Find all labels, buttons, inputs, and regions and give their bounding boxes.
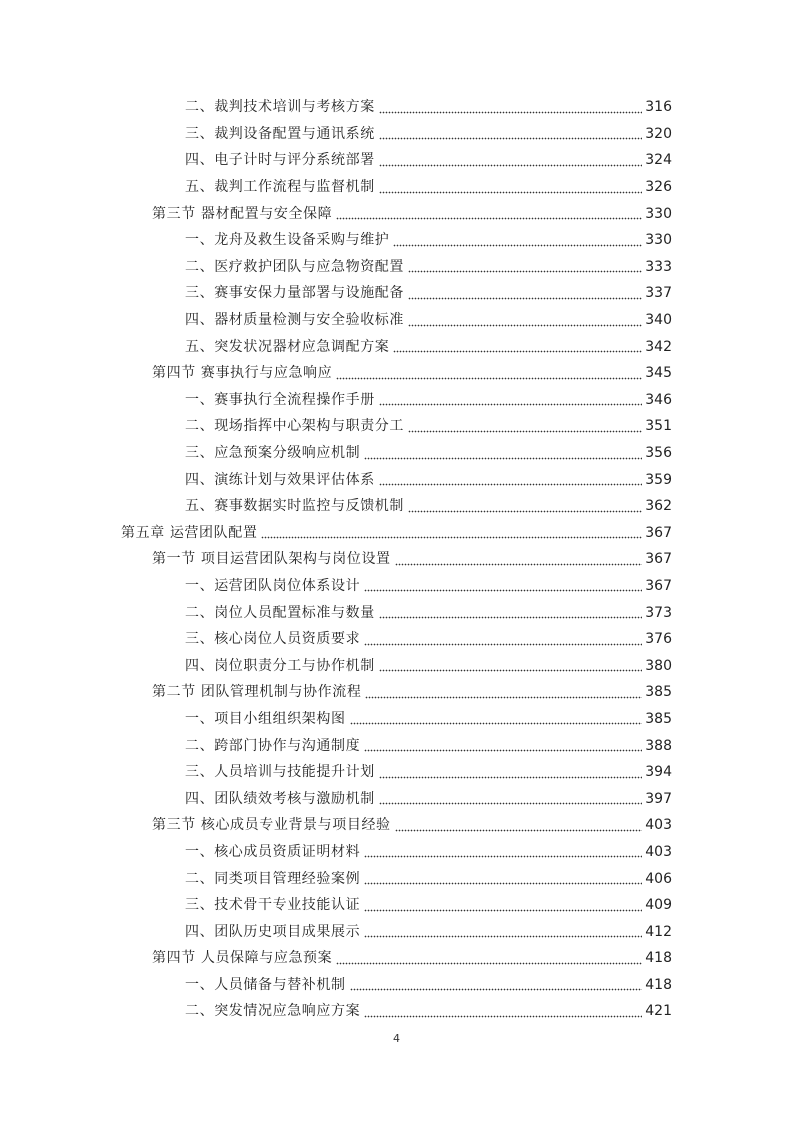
toc-entry-page: 406 — [645, 870, 672, 887]
dot-leader — [395, 828, 643, 832]
toc-entry-title: 一、核心成员资质证明材料 — [185, 843, 361, 860]
dot-leader — [364, 642, 642, 646]
toc-entry[interactable] — [0, 254, 793, 281]
dot-leader — [364, 855, 642, 859]
toc-entry-page: 394 — [645, 764, 672, 781]
dot-leader — [379, 669, 642, 673]
dot-leader — [379, 775, 642, 779]
toc-entry-page: 418 — [645, 976, 672, 993]
toc-entry[interactable] — [0, 972, 793, 999]
toc-entry-page: 346 — [645, 391, 672, 408]
toc-entry-page: 367 — [645, 524, 672, 541]
toc-entry[interactable] — [0, 280, 793, 307]
toc-entry[interactable] — [0, 413, 793, 440]
toc-entry[interactable] — [0, 599, 793, 626]
toc-entry-title: 三、应急预案分级响应机制 — [185, 445, 361, 462]
toc-entry-title: 三、裁判设备配置与通讯系统 — [185, 125, 375, 142]
toc-entry-title: 一、运营团队岗位体系设计 — [185, 577, 361, 594]
toc-entry[interactable] — [0, 387, 793, 414]
toc-entry-page: 359 — [645, 471, 672, 488]
toc-entry-page: 409 — [645, 897, 672, 914]
toc-entry-page: 373 — [645, 604, 672, 621]
dot-leader — [336, 217, 642, 221]
toc-entry[interactable] — [0, 121, 793, 148]
toc-entry-page: 337 — [645, 285, 672, 302]
dot-leader — [393, 243, 642, 247]
toc-entry-page: 403 — [645, 817, 672, 834]
dot-leader — [364, 935, 642, 939]
toc-entry-title: 四、岗位职责分工与协作机制 — [185, 657, 375, 674]
toc-entry[interactable] — [0, 812, 793, 839]
toc-entry-page: 320 — [645, 125, 672, 142]
toc-entry-page: 362 — [645, 498, 672, 515]
dot-leader — [379, 190, 642, 194]
toc-entry-title: 第三节 器材配置与安全保障 — [152, 205, 333, 222]
toc-entry-page: 330 — [645, 232, 672, 249]
toc-entry-title: 三、人员培训与技能提升计划 — [185, 764, 375, 781]
dot-leader — [364, 908, 642, 912]
dot-leader — [364, 882, 642, 886]
toc-entry[interactable] — [0, 945, 793, 972]
toc-entry[interactable] — [0, 998, 793, 1025]
dot-leader — [379, 403, 642, 407]
dot-leader — [379, 483, 642, 487]
toc-entry[interactable] — [0, 679, 793, 706]
toc-entry-page: 326 — [645, 179, 672, 196]
toc-entry[interactable] — [0, 892, 793, 919]
dot-leader — [336, 376, 642, 380]
toc-entry-title: 三、核心岗位人员资质要求 — [185, 631, 361, 648]
toc-entry[interactable] — [0, 174, 793, 201]
toc-entry-page: 397 — [645, 790, 672, 807]
toc-entry-title: 一、龙舟及救生设备采购与维护 — [185, 232, 390, 249]
toc-entry-page: 388 — [645, 737, 672, 754]
toc-entry[interactable] — [0, 440, 793, 467]
toc-entry[interactable] — [0, 918, 793, 945]
toc-entry-title: 第一节 项目运营团队架构与岗位设置 — [152, 551, 391, 568]
toc-entry-title: 第三节 核心成员专业背景与项目经验 — [152, 817, 391, 834]
toc-entry[interactable] — [0, 493, 793, 520]
dot-leader — [364, 589, 642, 593]
toc-entry-title: 二、同类项目管理经验案例 — [185, 870, 361, 887]
dot-leader — [350, 988, 643, 992]
page-number: 4 — [393, 1032, 400, 1045]
toc-entry-title: 五、突发状况器材应急调配方案 — [185, 338, 390, 355]
toc-entry-page: 418 — [645, 950, 672, 967]
toc-entry[interactable] — [0, 520, 793, 547]
toc-entry[interactable] — [0, 706, 793, 733]
toc-entry-title: 三、赛事安保力量部署与设施配备 — [185, 285, 404, 302]
toc-entry-title: 一、项目小组组织架构图 — [185, 710, 346, 727]
toc-entry[interactable] — [0, 785, 793, 812]
toc-entry-title: 二、突发情况应急响应方案 — [185, 1003, 361, 1020]
dot-leader — [395, 562, 643, 566]
dot-leader — [379, 137, 642, 141]
toc-entry[interactable] — [0, 200, 793, 227]
toc-entry-title: 四、团队历史项目成果展示 — [185, 923, 361, 940]
toc-entry-page: 367 — [645, 577, 672, 594]
dot-leader — [261, 536, 642, 540]
dot-leader — [336, 961, 642, 965]
toc-entry-page: 385 — [645, 684, 672, 701]
toc-entry[interactable] — [0, 307, 793, 334]
dot-leader — [408, 323, 642, 327]
dot-leader — [408, 270, 642, 274]
toc-entry-title: 一、人员储备与替补机制 — [185, 976, 346, 993]
dot-leader — [364, 456, 642, 460]
toc-entry[interactable] — [0, 147, 793, 174]
dot-leader — [408, 296, 642, 300]
dot-leader — [364, 749, 642, 753]
toc-entry[interactable] — [0, 652, 793, 679]
toc-entry-page: 342 — [645, 338, 672, 355]
dot-leader — [379, 163, 642, 167]
dot-leader — [350, 722, 643, 726]
toc-entry-title: 二、裁判技术培训与考核方案 — [185, 99, 375, 116]
toc-entry-page: 324 — [645, 152, 672, 169]
toc-entry[interactable] — [0, 360, 793, 387]
toc-entry[interactable] — [0, 759, 793, 786]
dot-leader — [408, 429, 642, 433]
table-of-contents — [0, 94, 793, 1025]
toc-entry-title: 二、医疗救护团队与应急物资配置 — [185, 258, 404, 275]
dot-leader — [364, 1014, 642, 1018]
toc-entry-title: 五、裁判工作流程与监督机制 — [185, 179, 375, 196]
dot-leader — [365, 695, 642, 699]
toc-entry[interactable] — [0, 546, 793, 573]
toc-entry[interactable] — [0, 227, 793, 254]
toc-entry-title: 二、岗位人员配置标准与数量 — [185, 604, 375, 621]
toc-entry-page: 376 — [645, 631, 672, 648]
toc-entry-page: 421 — [645, 1003, 672, 1020]
toc-entry-title: 第二节 团队管理机制与协作流程 — [152, 684, 362, 701]
toc-entry-page: 330 — [645, 205, 672, 222]
toc-entry-title: 二、现场指挥中心架构与职责分工 — [185, 418, 404, 435]
toc-entry[interactable] — [0, 732, 793, 759]
toc-entry-title: 三、技术骨干专业技能认证 — [185, 897, 361, 914]
dot-leader — [379, 802, 642, 806]
dot-leader — [393, 350, 642, 354]
toc-entry-title: 四、演练计划与效果评估体系 — [185, 471, 375, 488]
toc-entry-page: 351 — [645, 418, 672, 435]
toc-entry[interactable] — [0, 333, 793, 360]
toc-entry[interactable] — [0, 573, 793, 600]
toc-entry-title: 二、跨部门协作与沟通制度 — [185, 737, 361, 754]
toc-entry[interactable] — [0, 626, 793, 653]
toc-entry-page: 340 — [645, 312, 672, 329]
dot-leader — [379, 110, 642, 114]
toc-entry-title: 第四节 赛事执行与应急响应 — [152, 365, 333, 382]
toc-entry-page: 333 — [645, 258, 672, 275]
toc-entry-title: 一、赛事执行全流程操作手册 — [185, 391, 375, 408]
toc-entry-page: 380 — [645, 657, 672, 674]
toc-entry-title: 四、团队绩效考核与激励机制 — [185, 790, 375, 807]
toc-entry-page: 356 — [645, 445, 672, 462]
toc-entry[interactable] — [0, 839, 793, 866]
toc-entry-title: 五、赛事数据实时监控与反馈机制 — [185, 498, 404, 515]
toc-entry-title: 四、器材质量检测与安全验收标准 — [185, 312, 404, 329]
dot-leader — [379, 616, 642, 620]
toc-entry[interactable] — [0, 94, 793, 121]
toc-entry[interactable] — [0, 466, 793, 493]
toc-entry-title: 第五章 运营团队配置 — [121, 524, 258, 541]
toc-entry-page: 367 — [645, 551, 672, 568]
toc-entry-page: 345 — [645, 365, 672, 382]
toc-entry-page: 385 — [645, 710, 672, 727]
toc-entry-page: 412 — [645, 923, 672, 940]
dot-leader — [408, 509, 642, 513]
toc-entry-page: 403 — [645, 843, 672, 860]
toc-entry-title: 四、电子计时与评分系统部署 — [185, 152, 375, 169]
toc-entry-page: 316 — [645, 99, 672, 116]
toc-entry-title: 第四节 人员保障与应急预案 — [152, 950, 333, 967]
toc-entry[interactable] — [0, 865, 793, 892]
